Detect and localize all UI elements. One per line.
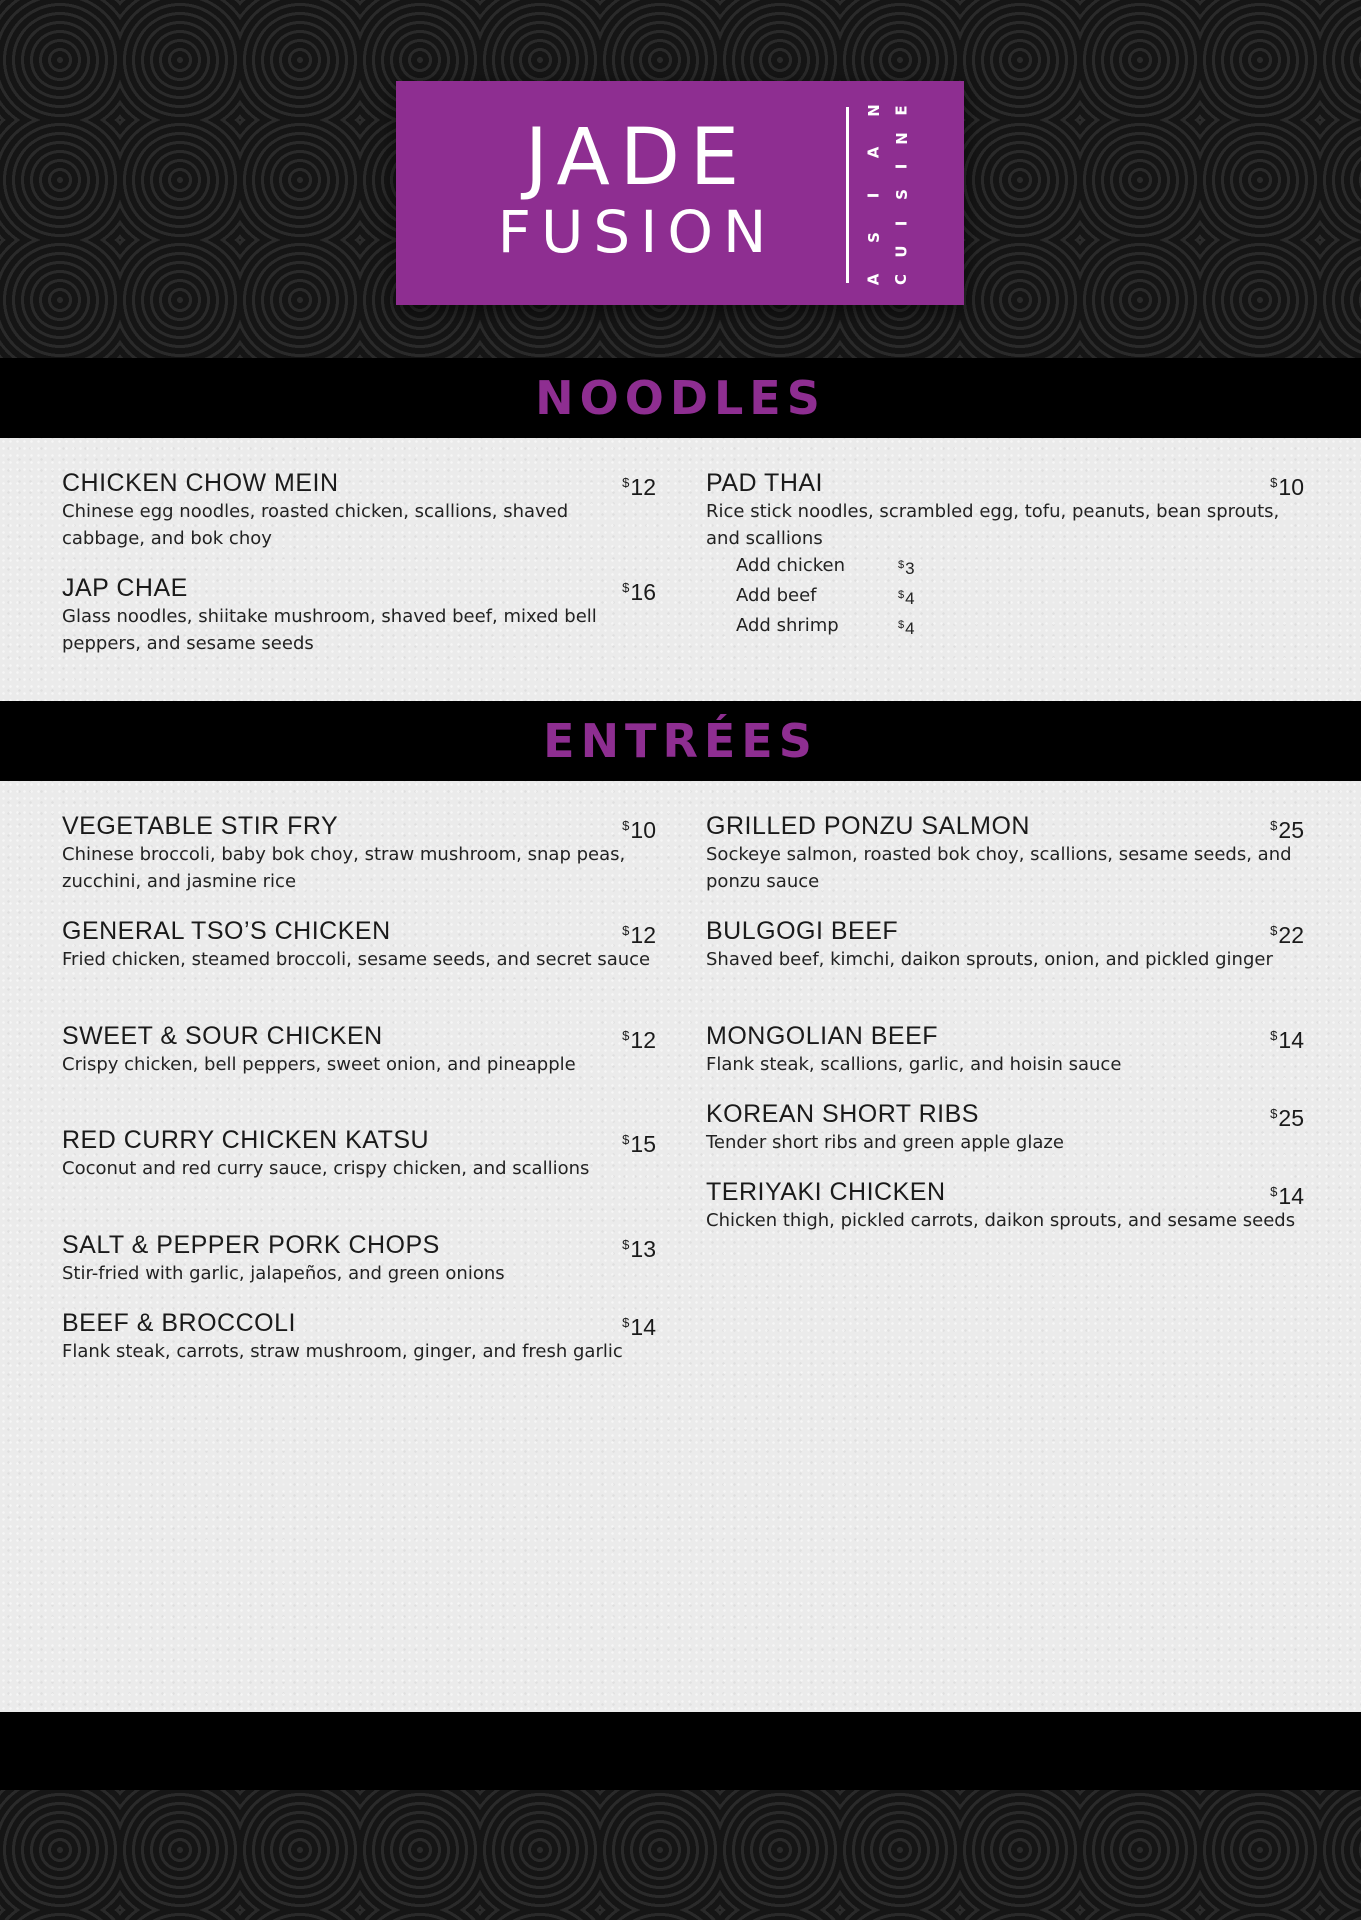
currency-symbol: $ [622,1315,630,1330]
menu-item-price [622,468,656,502]
menu-item-korean-short-ribs [706,1099,1304,1156]
menu-item-sweet-sour-chicken [62,1021,656,1078]
swirl-background-bottom [0,1790,1361,1920]
currency-symbol: $ [1270,1106,1278,1121]
price-value: 12 [630,1027,656,1053]
section-header-noodles [0,358,1361,438]
addon-label: Add chicken [736,555,846,576]
menu-item-beef-broccoli [62,1308,656,1365]
logo-tagline-letter: S [892,189,911,201]
logo-tagline-letter: I [864,192,883,198]
menu-item-price [622,1125,656,1159]
menu-item-vegetable-stir-fry [62,811,656,895]
menu-item-description: Chinese broccoli, baby bok choy, straw mushroom, snap peas, zucchini, and jasmine rice [62,844,626,892]
currency-symbol: $ [622,1132,630,1147]
menu-item-price [622,1021,656,1055]
logo-wordmark [452,113,822,266]
menu-item-price [622,1308,656,1342]
section-title-noodles: NOODLES [535,371,826,425]
menu-item-chicken-chow-mein [62,468,656,552]
logo-divider [846,107,849,283]
menu-item-name: MONGOLIAN BEEF [706,1022,939,1050]
price-value: 12 [630,922,656,948]
menu-item-description: Fried chicken, steamed broccoli, sesame seeds, and secret sauce [62,949,651,970]
logo-tagline-asian [862,103,886,287]
price-value: 4 [905,589,915,608]
menu-item-price [1270,1099,1304,1133]
section-header-entrees [0,701,1361,781]
menu-item-description: Rice stick noodles, scrambled egg, tofu, peanuts, bean sprouts, and scallions [706,501,1280,549]
logo-tagline-letter: I [892,164,911,170]
footer-band [0,1712,1361,1790]
addon-price [898,582,915,612]
currency-symbol: $ [1270,818,1278,833]
addon-row [736,612,1304,642]
logo-tagline-letter: N [892,132,911,145]
menu-item-salt-pepper-pork-chops [62,1230,656,1287]
price-value: 4 [905,619,915,638]
price-value: 14 [630,1314,656,1340]
menu-item-price [1270,1177,1304,1211]
currency-symbol: $ [1270,1028,1278,1043]
menu-item-jap-chae [62,573,656,657]
menu-item-description: Crispy chicken, bell peppers, sweet onion, and pineapple [62,1054,576,1075]
menu-item-name: TERIYAKI CHICKEN [706,1178,946,1206]
currency-symbol: $ [1270,1184,1278,1199]
logo-tagline-letter: E [892,105,911,116]
menu-item-grilled-ponzu-salmon [706,811,1304,895]
menu-item-pad-thai [706,468,1304,642]
menu-item-mongolian-beef [706,1021,1304,1078]
price-value: 10 [1278,474,1304,500]
logo-tagline-letter: A [864,146,883,159]
addon-row [736,552,1304,582]
menu-item-description: Stir-fried with garlic, jalapeños, and green onions [62,1263,505,1284]
menu-item-name: GENERAL TSO’S CHICKEN [62,917,391,945]
menu-item-description: Chicken thigh, pickled carrots, daikon sprouts, and sesame seeds [706,1210,1296,1231]
entrees-panel [0,781,1361,1712]
currency-symbol: $ [622,818,630,833]
menu-item-name: SWEET & SOUR CHICKEN [62,1022,383,1050]
menu-item-description: Shaved beef, kimchi, daikon sprouts, onion, and pickled ginger [706,949,1273,970]
currency-symbol: $ [622,1237,630,1252]
addon-label: Add beef [736,585,817,606]
menu-item-description: Glass noodles, shiitake mushroom, shaved beef, mixed bell peppers, and sesame seeds [62,606,597,654]
menu-item-description: Sockeye salmon, roasted bok choy, scallions, sesame seeds, and ponzu sauce [706,844,1292,892]
menu-item-red-curry-chicken-katsu [62,1125,656,1182]
price-value: 16 [630,579,656,605]
menu-item-description: Flank steak, scallions, garlic, and hoisin sauce [706,1054,1122,1075]
addon-price [898,612,915,642]
menu-item-name: KOREAN SHORT RIBS [706,1100,979,1128]
logo-tagline-letter: I [892,220,911,226]
menu-item-description: Flank steak, carrots, straw mushroom, ginger, and fresh garlic [62,1341,623,1362]
price-value: 13 [630,1236,656,1262]
logo-tagline-letter: C [892,273,911,285]
price-value: 10 [630,817,656,843]
logo-tagline-letter: N [864,104,883,117]
pad-thai-addons [706,552,1304,642]
menu-item-price [1270,916,1304,950]
currency-symbol: $ [898,559,905,571]
menu-item-name: BULGOGI BEEF [706,917,899,945]
addon-price [898,552,915,582]
addon-row [736,582,1304,612]
menu-item-teriyaki-chicken [706,1177,1304,1234]
menu-item-name: VEGETABLE STIR FRY [62,812,339,840]
menu-item-price [1270,468,1304,502]
addon-label: Add shrimp [736,615,839,636]
price-value: 14 [1278,1027,1304,1053]
noodles-panel [0,438,1361,701]
menu-item-name: JAP CHAE [62,574,188,602]
price-value: 25 [1278,1105,1304,1131]
logo-tagline-letter: A [864,273,883,286]
price-value: 12 [630,474,656,500]
menu-item-price [1270,1021,1304,1055]
restaurant-logo [396,81,964,305]
logo-line-jade: JADE [524,113,750,203]
currency-symbol: $ [1270,923,1278,938]
menu-item-price [622,811,656,845]
menu-item-name: GRILLED PONZU SALMON [706,812,1030,840]
currency-symbol: $ [622,475,630,490]
menu-item-bulgogi-beef [706,916,1304,973]
price-value: 15 [630,1131,656,1157]
menu-item-description: Coconut and red curry sauce, crispy chicken, and scallions [62,1158,590,1179]
menu-item-name: CHICKEN CHOW MEIN [62,469,339,497]
menu-item-name: SALT & PEPPER PORK CHOPS [62,1231,440,1259]
menu-item-name: BEEF & BROCCOLI [62,1309,296,1337]
menu-item-price [622,1230,656,1264]
menu-item-price [622,573,656,607]
currency-symbol: $ [622,923,630,938]
currency-symbol: $ [622,1028,630,1043]
price-value: 25 [1278,817,1304,843]
menu-item-description: Tender short ribs and green apple glaze [706,1132,1064,1153]
menu-item-name: PAD THAI [706,469,823,497]
currency-symbol: $ [622,580,630,595]
logo-tagline-letter: U [892,245,911,258]
currency-symbol: $ [1270,475,1278,490]
menu-item-name: RED CURRY CHICKEN KATSU [62,1126,430,1154]
menu-item-price [1270,811,1304,845]
logo-tagline-cuisine [890,103,914,287]
logo-line-fusion: FUSION [497,198,777,266]
currency-symbol: $ [898,619,905,631]
price-value: 3 [905,559,915,578]
menu-item-description: Chinese egg noodles, roasted chicken, scallions, shaved cabbage, and bok choy [62,501,569,549]
menu-item-general-tsos-chicken [62,916,656,973]
price-value: 14 [1278,1183,1304,1209]
price-value: 22 [1278,922,1304,948]
logo-tagline-letter: S [864,231,883,243]
menu-item-price [622,916,656,950]
currency-symbol: $ [898,589,905,601]
section-title-entrees: ENTRÉES [543,714,818,768]
